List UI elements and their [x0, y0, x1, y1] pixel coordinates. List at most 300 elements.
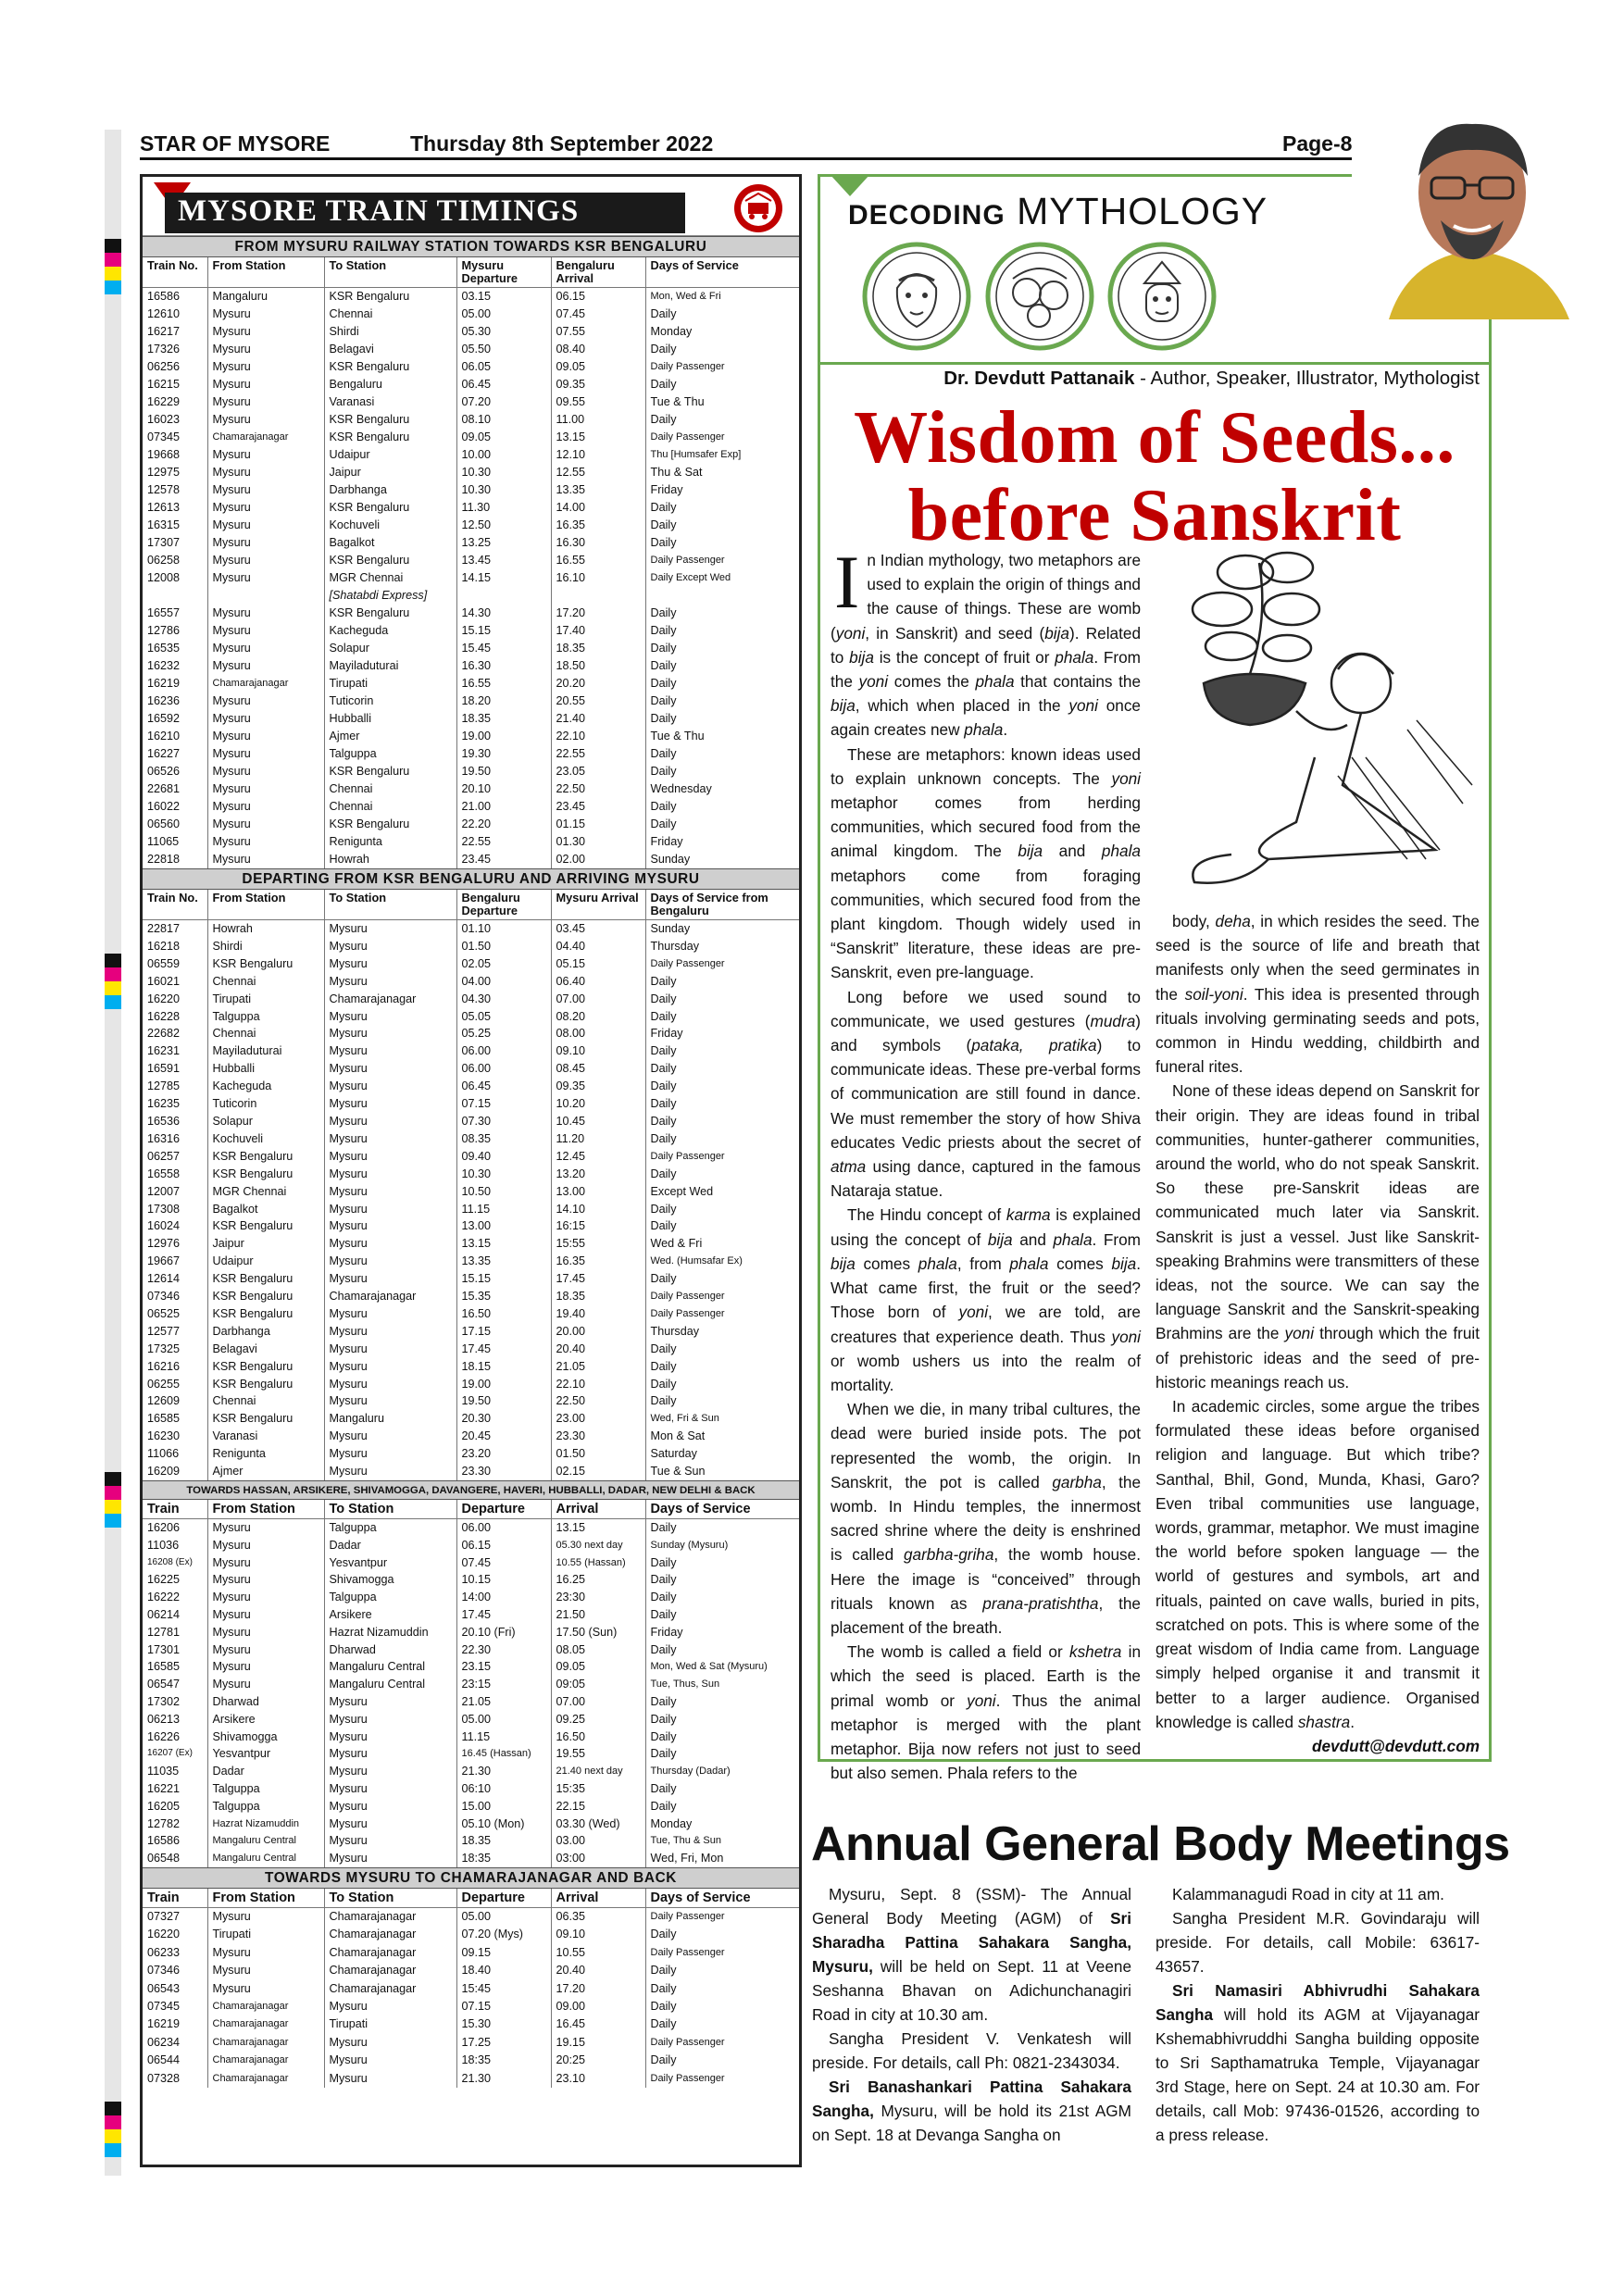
table-cell: 23.10	[551, 2070, 645, 2088]
table-cell: 09.05	[551, 358, 645, 376]
table-cell: Mysuru	[207, 1624, 324, 1641]
table-cell: 12613	[143, 499, 207, 517]
table-cell: Mysuru	[324, 1745, 456, 1763]
table-cell: Howrah	[207, 920, 324, 938]
table-cell: Daily	[650, 642, 677, 655]
column-header: Departure	[456, 1889, 551, 1908]
table-cell: Mysuru	[207, 728, 324, 745]
column-header: To Station	[324, 257, 456, 288]
table-cell: Daily	[650, 1607, 677, 1621]
table-cell: 12781	[143, 1624, 207, 1641]
table-cell: 17302	[143, 1693, 207, 1711]
table-cell: 07.15	[456, 1095, 551, 1113]
table-cell: Mysuru	[324, 1358, 456, 1376]
table-cell: Daily	[650, 1167, 677, 1180]
table-cell: 08.10	[456, 411, 551, 429]
table-cell: 16.30	[456, 657, 551, 675]
table-cell: Ajmer	[324, 728, 456, 745]
table-cell: Tirupati	[324, 675, 456, 693]
table-cell: Mysuru	[207, 763, 324, 780]
table-cell: 11065	[143, 833, 207, 851]
table-cell: 13.35	[551, 481, 645, 499]
table-cell: Mysuru	[324, 2034, 456, 2052]
table-cell: Arsikere	[207, 1711, 324, 1728]
table-cell: Chamarajanagar	[207, 675, 324, 693]
table-cell: 05.05	[456, 1008, 551, 1026]
table-cell: 06.05	[456, 358, 551, 376]
table-cell: 11036	[143, 1537, 207, 1554]
headline-line-2: before Sanskrit	[907, 475, 1402, 556]
table-cell: 17301	[143, 1641, 207, 1659]
table-cell: 12.50	[456, 517, 551, 534]
table-cell: 06233	[143, 1944, 207, 1962]
table-cell: Shirdi	[324, 323, 456, 341]
table-cell: Daily	[650, 1747, 677, 1761]
table-cell: Daily	[650, 992, 677, 1005]
table-cell: KSR Bengaluru	[207, 1217, 324, 1235]
table-cell: Mysuru	[207, 464, 324, 481]
table-cell: Wed & Fri	[650, 1237, 703, 1251]
table-row	[143, 1060, 799, 1078]
table-cell: Tue, Thu & Sun	[650, 1835, 721, 1847]
table-cell: 06526	[143, 763, 207, 780]
column-header: Bengaluru Arrival	[551, 257, 645, 288]
table-row	[143, 745, 799, 763]
table-row	[143, 851, 799, 868]
table-cell: Mysuru	[207, 710, 324, 728]
table-cell: Daily	[650, 1928, 677, 1941]
table-cell: 16586	[143, 1832, 207, 1850]
table-cell: 13.25	[456, 534, 551, 552]
table-cell: 16.55	[456, 675, 551, 693]
table-cell: 07.15	[456, 1998, 551, 2015]
table-row	[143, 1745, 799, 1763]
table-cell: 16206	[143, 1519, 207, 1537]
table-cell: 10.15	[456, 1571, 551, 1589]
table-row	[143, 587, 799, 605]
table-cell: 19.15	[551, 2034, 645, 2052]
table-cell: 04.40	[551, 938, 645, 955]
table-cell: Friday	[650, 1027, 683, 1041]
table-cell: Mangaluru Central	[207, 1832, 324, 1850]
table-cell: 15.15	[456, 622, 551, 640]
table-cell: 06560	[143, 816, 207, 833]
table-cell: Mysuru	[324, 955, 456, 973]
table-cell: 22.15	[551, 1798, 645, 1816]
table-cell: 05.15	[551, 955, 645, 973]
table-cell: 16207 (Ex)	[143, 1745, 207, 1763]
table-cell: 12614	[143, 1270, 207, 1288]
column-header: Days of Service	[645, 1889, 799, 1908]
table-cell: 20.20	[551, 675, 645, 693]
table-cell: Daily	[650, 343, 677, 356]
table-row	[143, 1763, 799, 1780]
table-cell: 08.35	[456, 1130, 551, 1148]
table-cell: Mysuru	[324, 1832, 456, 1850]
table-cell: Daily	[650, 1694, 677, 1708]
table-cell: Mysuru	[324, 1998, 456, 2015]
table-row	[143, 446, 799, 464]
table-cell: 13.45	[456, 552, 551, 569]
table-cell: Mysuru	[324, 1235, 456, 1253]
table-cell: 08.45	[551, 1060, 645, 1078]
table-cell: Daily	[650, 1712, 677, 1726]
table-cell: Daily	[650, 1114, 677, 1128]
table-cell: Mysuru	[324, 1798, 456, 1816]
table-cell: Daily	[650, 413, 677, 426]
table-cell: 13.00	[551, 1183, 645, 1201]
table-cell: 05.00	[456, 1711, 551, 1728]
table-cell: Dharwad	[324, 1641, 456, 1659]
table-row	[143, 534, 799, 552]
table-cell: Jaipur	[207, 1235, 324, 1253]
table-cell: 18.35	[456, 1832, 551, 1850]
table-row	[143, 798, 799, 816]
table-row	[143, 2034, 799, 2052]
table-row	[143, 938, 799, 955]
table-cell: Sunday (Mysuru)	[650, 1539, 729, 1551]
table-cell: 06.45	[456, 1078, 551, 1095]
table-cell: 10.30	[456, 1166, 551, 1183]
table-cell: 10.55 (Hassan)	[551, 1554, 645, 1572]
table-row	[143, 1008, 799, 1026]
table-cell: 06257	[143, 1148, 207, 1166]
table-row	[143, 622, 799, 640]
column-kicker	[848, 190, 1268, 233]
table-cell: 07346	[143, 1288, 207, 1305]
table-cell: 07.00	[551, 991, 645, 1008]
table-cell: 14.30	[456, 605, 551, 622]
table-cell: 06.35	[551, 1907, 645, 1926]
article-paragraph: In Indian mythology, two metaphors are used to explain the origin of things and the cause of things. These are womb (yoni, in Sanskrit) and seed (bija). Related to bija is the concept of fruit or phala. From the yoni comes the phala that contains the bija, which when placed in the yoni once again creates new phala.	[831, 540, 1142, 740]
table-cell: 20:25	[551, 2052, 645, 2069]
table-cell: 17325	[143, 1341, 207, 1358]
table-cell: Chamarajanagar	[324, 1962, 456, 1979]
table-cell: Tuticorin	[324, 693, 456, 710]
table-cell: Mysuru	[324, 938, 456, 955]
table-cell: Talguppa	[324, 745, 456, 763]
table-cell: 13.00	[456, 1217, 551, 1235]
paper-name: STAR OF MYSORE	[140, 131, 331, 156]
table-row	[143, 1445, 799, 1463]
table-cell: 15.30	[456, 2015, 551, 2033]
table-cell: 16316	[143, 1130, 207, 1148]
table-cell: Wed, Fri & Sun	[650, 1413, 719, 1425]
table-cell: 09.35	[551, 1078, 645, 1095]
table-row	[143, 517, 799, 534]
table-cell: Mangaluru Central	[207, 1850, 324, 1867]
column-header: Bengaluru Departure	[456, 890, 551, 920]
table-cell: 16.50	[551, 1728, 645, 1746]
table-row	[143, 1907, 799, 1926]
table-row	[143, 1095, 799, 1113]
column-header: Mysuru Departure	[456, 257, 551, 288]
table-cell: 07.45	[456, 1554, 551, 1572]
table-cell: 09.05	[551, 1658, 645, 1676]
table-row	[143, 323, 799, 341]
table-cell: 21.05	[551, 1358, 645, 1376]
table-cell: Chennai	[207, 1025, 324, 1042]
table-cell: Daily	[650, 1591, 677, 1604]
train-timings-panel	[140, 174, 802, 2167]
table-cell: 19.00	[456, 1376, 551, 1393]
page-number: Page-8	[1282, 131, 1353, 156]
table-cell: Mysuru	[324, 1130, 456, 1148]
table-row	[143, 1728, 799, 1746]
table-cell: Mysuru	[207, 1589, 324, 1606]
table-cell: Daily	[650, 1202, 677, 1216]
author-name: Dr. Devdutt Pattanaik	[943, 368, 1135, 389]
table-cell: 04.00	[456, 973, 551, 991]
table-cell: 18.15	[456, 1358, 551, 1376]
table-cell: Mysuru	[324, 1341, 456, 1358]
table-cell: Daily	[650, 1964, 677, 1978]
table-row	[143, 376, 799, 393]
table-cell: Mysuru	[207, 552, 324, 569]
table-cell: 18.20	[456, 693, 551, 710]
table-row	[143, 1944, 799, 1962]
table-cell: 16225	[143, 1571, 207, 1589]
table-cell: Solapur	[207, 1113, 324, 1130]
table-cell: KSR Bengaluru	[324, 763, 456, 780]
table-cell: KSR Bengaluru	[207, 1148, 324, 1166]
table-cell: Chamarajanagar	[207, 2034, 324, 2052]
table-cell: Mon, Wed & Sat (Mysuru)	[650, 1661, 768, 1673]
table-cell: 19.30	[456, 745, 551, 763]
table-cell: 06234	[143, 2034, 207, 2052]
table-cell: Daily Passenger	[650, 1150, 725, 1162]
table-row	[143, 1217, 799, 1235]
column-header: Days of Service	[645, 257, 799, 288]
table-cell: Arsikere	[324, 1606, 456, 1624]
table-cell: 16216	[143, 1358, 207, 1376]
table-cell: 16585	[143, 1410, 207, 1428]
table-row	[143, 1183, 799, 1201]
table-row	[143, 499, 799, 517]
table-row	[143, 1130, 799, 1148]
table-cell: Solapur	[324, 640, 456, 657]
table-cell: Mysuru	[324, 2052, 456, 2069]
table-cell: Mysuru	[324, 1253, 456, 1270]
table-cell: Mayiladuturai	[324, 657, 456, 675]
table-cell: 10.30	[456, 481, 551, 499]
table-cell: Thursday	[650, 939, 699, 953]
table-cell: 18:35	[456, 1850, 551, 1867]
column-header: Mysuru Arrival	[551, 890, 645, 920]
table-cell: 12577	[143, 1323, 207, 1341]
table-cell: Mysuru	[207, 1980, 324, 1998]
table-cell: [Shatabdi Express]	[324, 587, 456, 605]
table-cell: 16.50	[456, 1305, 551, 1323]
table-cell: 16205	[143, 1798, 207, 1816]
table-cell: 17.20	[551, 1980, 645, 1998]
article-paragraph: Mysuru, Sept. 8 (SSM)- The Annual General Body Meeting (AGM) of Sri Sharadha Pattina Sahakara Sangha, Mysuru, will be held on Sept. 11 at Veene Seshanna Bhavan on Adichunchanagiri Road in city at 10.30 am.	[812, 1885, 1131, 2024]
table-cell: 06.15	[456, 1537, 551, 1554]
table-cell: Mysuru	[324, 1042, 456, 1060]
column-header: Train	[143, 1889, 207, 1908]
table-row	[143, 288, 799, 306]
table-cell: 07328	[143, 2070, 207, 2088]
table-cell: Mysuru	[207, 1676, 324, 1693]
table-cell: 16228	[143, 1008, 207, 1026]
table-cell: Friday	[650, 483, 683, 496]
table-row	[143, 1554, 799, 1572]
table-cell: Daily Passenger	[650, 1946, 725, 1958]
table-cell: 20.10 (Fri)	[456, 1624, 551, 1641]
table-cell: 20.30	[456, 1410, 551, 1428]
table-cell: Mysuru	[207, 376, 324, 393]
table-cell: 12609	[143, 1392, 207, 1410]
table-cell: 11.30	[456, 499, 551, 517]
table-cell: Mysuru	[324, 1711, 456, 1728]
color-registration-mark	[105, 2102, 121, 2157]
table-cell: 22.50	[551, 1392, 645, 1410]
table-cell: Mysuru	[324, 1217, 456, 1235]
table-cell: 01.10	[456, 920, 551, 938]
table-cell: Hubballi	[324, 710, 456, 728]
table-cell: 23.30	[456, 1463, 551, 1480]
table-cell: 12786	[143, 622, 207, 640]
table-cell: 16021	[143, 973, 207, 991]
table-cell	[645, 587, 799, 605]
table-cell: 05.25	[456, 1025, 551, 1042]
table-cell: Daily	[650, 1781, 677, 1795]
table-cell: 13.15	[456, 1235, 551, 1253]
table-cell: 21.30	[456, 2070, 551, 2088]
table-row	[143, 1392, 799, 1410]
table-cell: Daily	[650, 694, 677, 707]
table-row	[143, 955, 799, 973]
table-row	[143, 1519, 799, 1537]
table-cell: 19.55	[551, 1745, 645, 1763]
color-registration-mark	[105, 1472, 121, 1528]
table-cell: Mangaluru Central	[324, 1676, 456, 1693]
table-cell: Mysuru	[324, 1148, 456, 1166]
table-cell: 16232	[143, 657, 207, 675]
timetable-from-bengaluru	[143, 890, 799, 1480]
table-cell	[143, 587, 207, 605]
table-row	[143, 1816, 799, 1833]
table-cell: 07345	[143, 1998, 207, 2015]
table-cell: 16586	[143, 288, 207, 306]
table-cell: 06258	[143, 552, 207, 569]
table-cell: 19.40	[551, 1305, 645, 1323]
table-cell: 22681	[143, 780, 207, 798]
table-cell: 16315	[143, 517, 207, 534]
table-cell: 09.10	[551, 1042, 645, 1060]
table-cell: 10.30	[456, 464, 551, 481]
table-cell: 16536	[143, 1113, 207, 1130]
table-cell: KSR Bengaluru	[324, 605, 456, 622]
table-cell: 20.40	[551, 1962, 645, 1979]
table-cell: 10.45	[551, 1113, 645, 1130]
table-cell: 12.10	[551, 446, 645, 464]
table-cell: Friday	[650, 835, 683, 848]
table-cell: 17.45	[456, 1341, 551, 1358]
table-cell: 16592	[143, 710, 207, 728]
table-cell: Daily	[650, 624, 677, 637]
table-cell: Mysuru	[207, 693, 324, 710]
table-cell: Shivamogga	[207, 1728, 324, 1746]
table-cell: 09:05	[551, 1676, 645, 1693]
table-row	[143, 1376, 799, 1393]
table-cell: Mysuru	[324, 1763, 456, 1780]
table-row	[143, 1358, 799, 1376]
table-cell: 08.00	[551, 1025, 645, 1042]
table-cell: 16.25	[551, 1571, 645, 1589]
table-cell: Monday	[650, 325, 693, 338]
table-cell: Bagalkot	[207, 1201, 324, 1218]
table-cell: KSR Bengaluru	[324, 288, 456, 306]
table-cell: Daily	[650, 1981, 677, 1995]
table-cell: Bagalkot	[324, 534, 456, 552]
table-cell: 11066	[143, 1445, 207, 1463]
table-cell: 16210	[143, 728, 207, 745]
table-row	[143, 1658, 799, 1676]
table-cell: Mysuru	[324, 1428, 456, 1445]
table-row	[143, 816, 799, 833]
table-cell: Mysuru	[324, 1270, 456, 1288]
table-cell: 17.45	[551, 1270, 645, 1288]
article-paragraph: Sangha President V. Venkatesh will preside. For details, call Ph: 0821-2343034.	[812, 2029, 1131, 2072]
table-cell: 23.30	[551, 1428, 645, 1445]
table-cell: 18.35	[456, 710, 551, 728]
article-paragraph: These are metaphors: known ideas used to explain unknown concepts. The yoni metaphor comes from herding communities, which secured food from the animal kingdom. The bija and phala metaphors come from foraging communities, which secured food from the plant kingdom. Though widely used in “Sanskrit” literature, these ideas are pre-Sanskrit, even pre-language.	[831, 744, 1141, 982]
table-cell: 10.00	[456, 446, 551, 464]
author-byline	[943, 368, 1480, 390]
table-cell: Tue & Thu	[650, 730, 705, 742]
train-timings-title: MYSORE TRAIN TIMINGS	[165, 193, 685, 233]
table-cell: Mysuru	[324, 1078, 456, 1095]
table-cell: 19668	[143, 446, 207, 464]
article-paragraph: Long before we used sound to communicate, we used gestures (mudra) and symbols (pataka, pratika) to communicate ideas. These pre-verbal forms of communication are still found in dance. We must remember the story of how Shiva educates Vedic priests about the secret of atma using dance, captured in the famous Nataraja statue.	[831, 987, 1141, 1201]
article-paragraph: Kalammanagudi Road in city at 11 am.	[1172, 1885, 1444, 1903]
table-cell: Wed. (Humsafar Ex)	[650, 1255, 743, 1267]
deity-medallion-icon	[1107, 242, 1217, 351]
table-cell: Talguppa	[207, 1008, 324, 1026]
table-cell: MGR Chennai	[324, 569, 456, 587]
table-cell: 16219	[143, 675, 207, 693]
table-cell: Talguppa	[207, 1780, 324, 1798]
table-cell	[207, 587, 324, 605]
table-cell: 09.25	[551, 1711, 645, 1728]
table-cell: Daily	[650, 1377, 677, 1391]
table-cell: Daily	[650, 659, 677, 672]
table-cell: Chamarajanagar	[207, 429, 324, 446]
table-cell: 12.55	[551, 464, 645, 481]
table-row	[143, 1676, 799, 1693]
table-row	[143, 833, 799, 851]
table-row	[143, 1571, 799, 1589]
woman-with-plant-illustration	[1130, 544, 1486, 915]
table-row	[143, 920, 799, 938]
table-cell: KSR Bengaluru	[207, 1358, 324, 1376]
timetable-chamarajanagar	[143, 1889, 799, 2088]
table-cell: Mysuru	[207, 341, 324, 358]
margin-strip	[105, 130, 121, 2176]
table-cell: Mysuru	[207, 1537, 324, 1554]
table-cell: 16.35	[551, 1253, 645, 1270]
table-cell: 16.55	[551, 552, 645, 569]
table-cell: Mysuru	[207, 622, 324, 640]
table-cell: Belagavi	[207, 1341, 324, 1358]
column-header: From Station	[207, 1500, 324, 1519]
table-cell: Daily Passenger	[650, 2072, 725, 2084]
author-role: - Author, Speaker, Illustrator, Mythologist	[1134, 368, 1480, 389]
table-row	[143, 1463, 799, 1480]
table-cell: 12975	[143, 464, 207, 481]
table-cell: Daily	[650, 1521, 677, 1534]
